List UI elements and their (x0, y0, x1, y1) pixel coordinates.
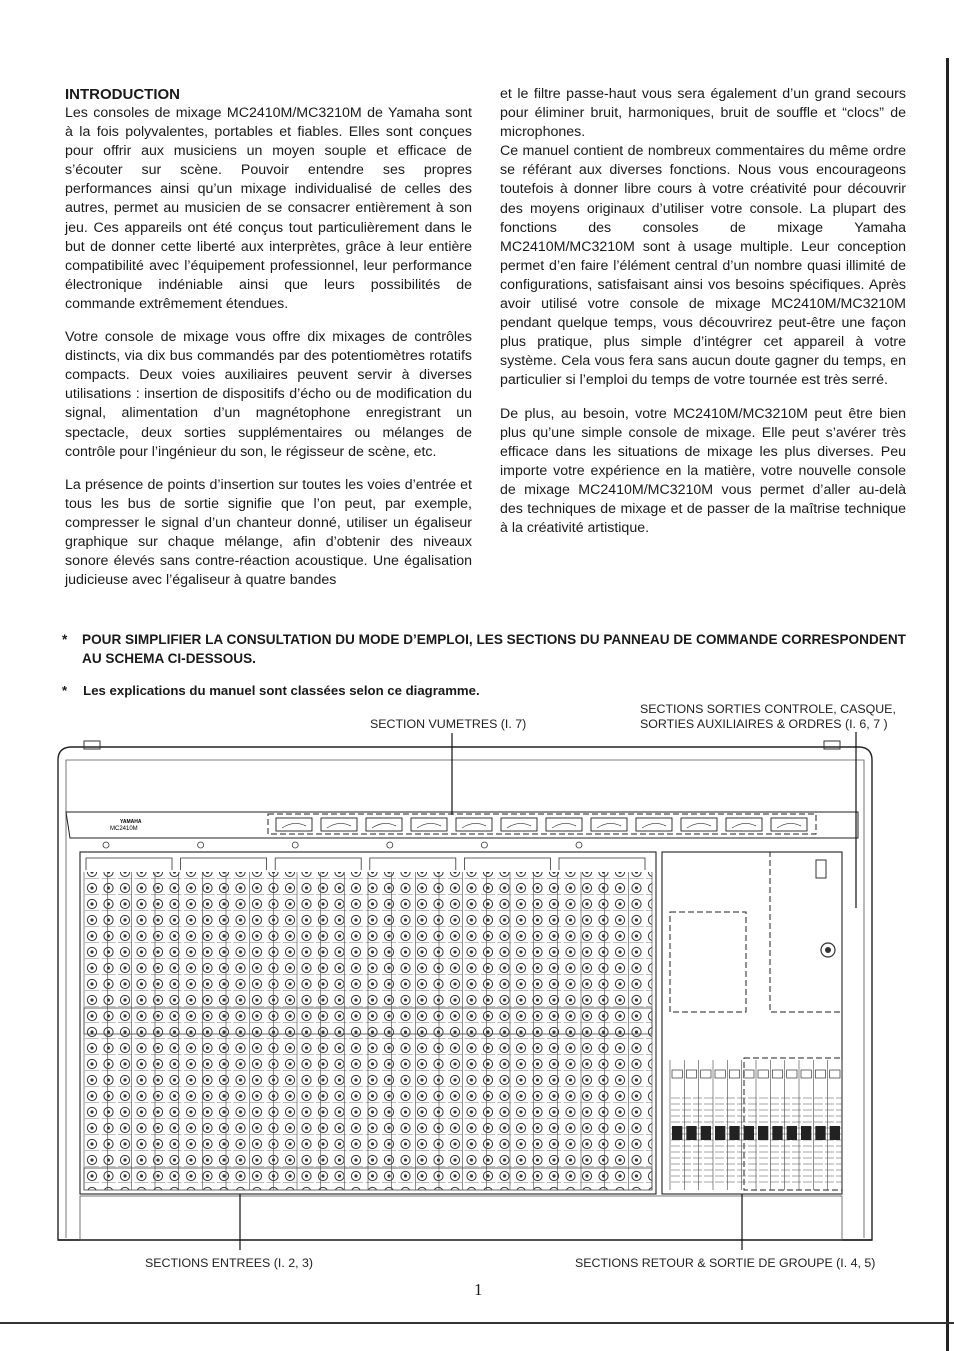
intro-paragraph-6: De plus, au besoin, votre MC2410M/MC3210M peut être bien plus qu’une simple console de mixage. Elle peut s’avérer très efficace dans les situations de mixage les plus diverses. Peu importe votre expérience en la matière, votre nouvelle console de mixage MC2410M/MC3210M vous permet d’aller au-delà des techniques de mixage et de passer de la maîtrise technique à la créativité artistique. (500, 405, 906, 537)
intro-paragraph-5: Ce manuel contient de nombreux commentaires du même ordre se référant aux diverses fonctions. Nous vous encourageons toutefois à donner libre cours à votre créativité pour découvrir des moyens originaux d’utiliser votre console. La plupart des fonctions des consoles de mixage Yamaha MC2410M/MC3210M sont à usage multiple. Leur conception permet d’en faire l’élément central d’un nombre quasi illimité de configurations, satisfaisant ainsi vos besoins spécifiques. Après avoir utilisé votre console de mixage MC2410M/MC3210M pendant quelque temps, vous découvrirez peut-être une façon plus pratique, plus simple d’intégrer cet appareil à votre système. Cela vous fera sans aucun doute gagner du temps, en particulier si l’emploi du temps de votre tournée est très serré. (500, 143, 906, 389)
channel-group-bracket (370, 858, 456, 870)
vu-meter (726, 818, 762, 831)
note-star-2: * (62, 683, 68, 698)
page-edge-rule (946, 58, 949, 1351)
channel-group-bracket (464, 858, 550, 870)
fader-cap (729, 1126, 739, 1140)
vu-needle-arc (687, 823, 711, 828)
group-switch (744, 1070, 754, 1078)
label-control-text: SECTIONS SORTIES CONTROLE, CASQUE, SORTIES AUXILIAIRES & ORDRES (I. 6, 7 ) (640, 702, 896, 731)
vu-meter (366, 818, 402, 831)
vu-meter (591, 818, 627, 831)
screw-icon (576, 842, 582, 848)
vu-meter (501, 818, 537, 831)
group-return-section (662, 852, 842, 1194)
fader-cap (772, 1126, 782, 1140)
vu-needle-arc (777, 823, 801, 828)
vu-meter (771, 818, 807, 831)
section-heading: INTRODUCTION (65, 86, 180, 103)
screw-icon (292, 842, 298, 848)
group-switch (672, 1070, 682, 1078)
group-switch (701, 1070, 711, 1078)
vu-meter (681, 818, 717, 831)
vu-meter (546, 818, 582, 831)
vu-needle-arc (732, 823, 756, 828)
group-switch (830, 1070, 840, 1078)
group-switch (772, 1070, 782, 1078)
note-secondary-text: Les explications du manuel sont classées selon ce diagramme. (83, 683, 480, 698)
label-vumeters: SECTION VUMETRES (I. 7) (370, 717, 527, 731)
fader-cap (758, 1126, 768, 1140)
vu-meter (456, 818, 492, 831)
fader-cap (830, 1126, 840, 1140)
fader-cap (801, 1126, 811, 1140)
fader-cap (672, 1126, 682, 1140)
vu-needle-arc (282, 823, 306, 828)
intro-paragraph-4: et le filtre passe-haut vous sera également d’un grand secours pour éliminer bruit, harmoniques, bruit de souffle et “clocs” de microphones. (500, 86, 906, 141)
input-section (80, 842, 656, 1194)
note-star: * (62, 632, 68, 647)
intro-paragraph-2: Votre console de mixage vous offre dix mixages de contrôles distincts, via dix bus commandés par des potentiomètres rotatifs compacts. Deux voies auxiliaires peuvent servir à diverses utilisations : insertion de dispositifs d’écho ou de modification du signal, alimentation d’un magnétophone enregistrant un spectacle, deux sorties supplémentaires ou mélanges de contrôle pour l’ingénieur du son, le régisseur de scène, etc. (65, 329, 472, 460)
channel-group-bracket (275, 858, 361, 870)
screw-icon (387, 842, 393, 848)
intro-paragraph-3: La présence de points d’insertion sur toutes les voies d’entrée et tous les bus de sortie signifie que l’on peut, par exemple, compresser le signal d’un chanteur donné, utiliser un égaliseur graphique sur chaque mélange, afin d’obtenir des niveaux sonore élevés sans contre-réaction acoustique. Une égalisation judicieuse avec l’égaliseur à quatre bandes (65, 476, 472, 589)
fader-cap (686, 1126, 696, 1140)
screw-icon (198, 842, 204, 848)
page-number: 1 (474, 1280, 483, 1299)
channel-group-bracket (86, 858, 172, 870)
note-primary-text: POUR SIMPLIFIER LA CONSULTATION DU MODE D’EMPLOI, LES SECTIONS DU PANNEAU DE COMMANDE CORRESPONDENT AU SCHEMA CI-DESSOUS. (82, 632, 906, 666)
group-switch (729, 1070, 739, 1078)
vu-needle-arc (372, 823, 396, 828)
label-returns: SECTIONS RETOUR & SORTIE DE GROUPE (I. 4, 5) (575, 1256, 876, 1270)
group-switch (787, 1070, 797, 1078)
vu-meter (321, 818, 357, 831)
channel-group-bracket (181, 858, 267, 870)
screw-icon (103, 842, 109, 848)
vu-meter (636, 818, 672, 831)
channel-group-bracket (559, 858, 645, 870)
meter-bridge (66, 812, 858, 838)
label-inputs: SECTIONS ENTREES (I. 2, 3) (145, 1256, 313, 1270)
bottom-rail (80, 1196, 842, 1240)
fader-cap (815, 1126, 825, 1140)
screw-icon (481, 842, 487, 848)
vu-needle-arc (552, 823, 576, 828)
vu-needle-arc (642, 823, 666, 828)
vu-needle-arc (417, 823, 441, 828)
group-switch (758, 1070, 768, 1078)
vu-meter (276, 818, 312, 831)
vu-needle-arc (462, 823, 486, 828)
brand-logo: YAMAHA (120, 819, 142, 825)
fader-cap (744, 1126, 754, 1140)
group-switch (801, 1070, 811, 1078)
vu-meter (411, 818, 447, 831)
fader-cap (701, 1126, 711, 1140)
vu-needle-arc (327, 823, 351, 828)
intro-paragraph-1: Les consoles de mixage MC2410M/MC3210M de Yamaha sont à la fois polyvalentes, portables et fiables. Elles sont conçues pour offrir aux musiciens un moyen souple et efficace de s’écouter sur scène. Pouvoir entendre ses propres performances ainsi qu’un mixage individualisé de celles des autres, permet au musicien de se consacrer entièrement à son jeu. Ces appareils ont été conçus tout particulièrement dans le but de donner cette liberté aux interprètes, grâce à leur entière compatibilité avec l’équipement professionnel, leur performance électronique indéniable ainsi que leurs possibilités de commande extrêmement étendues. (65, 105, 472, 312)
fader-cap (715, 1126, 725, 1140)
group-switch (715, 1070, 725, 1078)
model-logo: MC2410M (110, 826, 138, 832)
group-switch (686, 1070, 696, 1078)
group-switch (815, 1070, 825, 1078)
fader-cap (787, 1126, 797, 1140)
vu-meter-row (276, 818, 807, 831)
vu-needle-arc (507, 823, 531, 828)
page-bottom-rule (0, 1322, 954, 1324)
vu-needle-arc (597, 823, 621, 828)
